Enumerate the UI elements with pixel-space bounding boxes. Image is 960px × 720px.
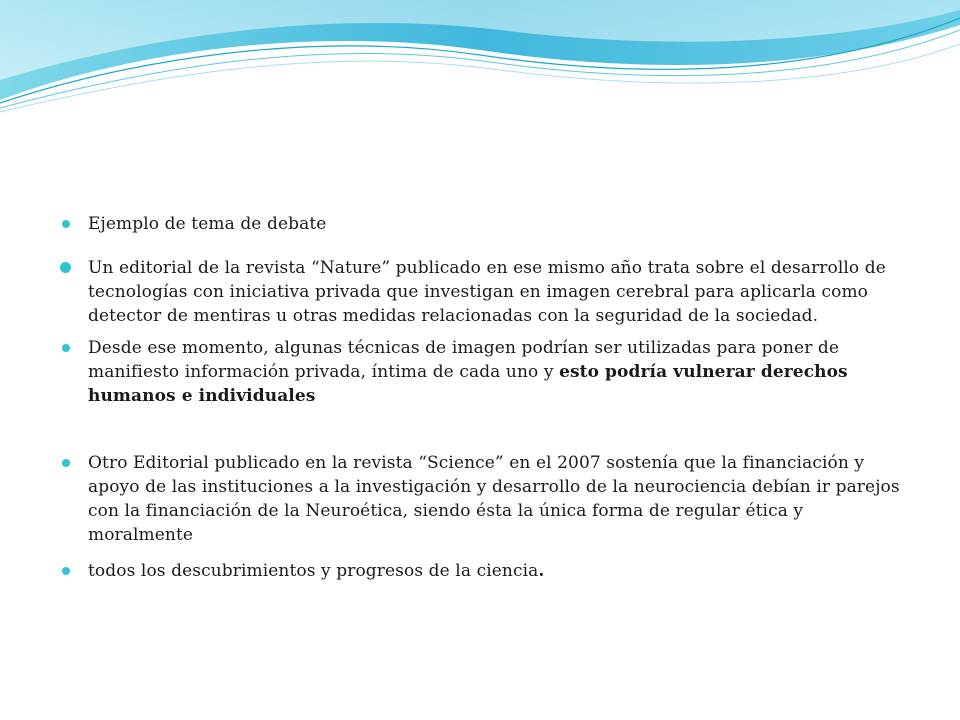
- bullet-dot-icon: [62, 459, 70, 467]
- slide-body: [60, 205, 910, 583]
- bullet-bold-text: .: [538, 561, 545, 581]
- bullet-text: Otro Editorial publicado en la revista “Science” en el 2007 sostenía que la financiación y apoyo de las instituciones a la investigación y desarrollo de la neurociencia debían ir parejos con la financiación de la Neuroética, siendo ésta la única forma de regular ética y moralmente: [88, 453, 900, 545]
- bullet-item: [60, 212, 910, 236]
- bullet-bold-text: esto podría vulnerar derechos humanos e individuales: [88, 362, 848, 406]
- bullet-text: todos los descubrimientos y progresos de la ciencia: [88, 561, 539, 581]
- bullet-item: [60, 256, 910, 328]
- bullet-item: [60, 559, 910, 583]
- bullet-dot-icon: [62, 344, 70, 352]
- bullet-dot-icon: [62, 220, 70, 228]
- bullet-item: [60, 451, 910, 547]
- bullet-text: Desde ese momento, algunas técnicas de imagen podrían ser utilizadas para poner de manifiesto información privada, íntima de cada uno y: [88, 338, 840, 382]
- bullet-text: Un editorial de la revista “Nature” publicado en ese mismo año trata sobre el desarrollo de tecnologías con iniciativa privada que investigan en imagen cerebral para aplicarla como detector de mentiras u otras medidas relacionadas con la seguridad de la sociedad.: [88, 258, 886, 326]
- bullet-text: Ejemplo de tema de debate: [88, 214, 327, 234]
- bullet-dot-icon: [62, 567, 70, 575]
- bullet-item: [60, 336, 910, 408]
- bullet-dot-icon: [60, 262, 71, 273]
- header-wave-decoration: [0, 0, 960, 130]
